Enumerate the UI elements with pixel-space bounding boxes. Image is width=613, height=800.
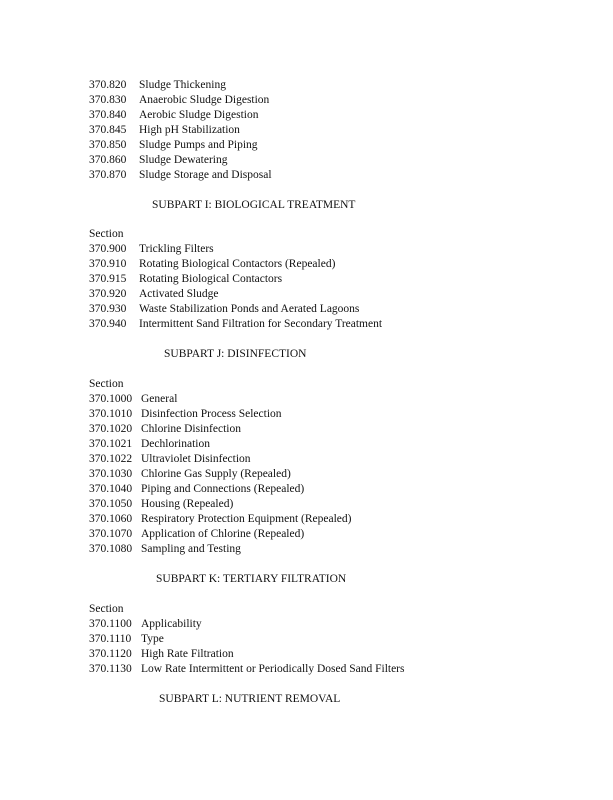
section-number: 370.840 <box>89 109 127 121</box>
section-number: 370.1050 <box>89 498 133 510</box>
section-entry <box>89 78 226 93</box>
section-title: Activated Sludge <box>139 288 219 300</box>
subpart-l-heading: SUBPART L: NUTRIENT REMOVAL <box>159 693 341 705</box>
section-entry <box>89 452 251 467</box>
subpart-k-heading: SUBPART K: TERTIARY FILTRATION <box>156 573 347 585</box>
section-number: 370.1022 <box>89 453 133 465</box>
section-title: Aerobic Sludge Digestion <box>139 109 259 121</box>
section-entry <box>89 138 258 153</box>
section-entry <box>89 527 304 542</box>
section-entry <box>89 392 177 407</box>
section-title: Housing (Repealed) <box>141 498 234 510</box>
subpart-i-heading: SUBPART I: BIOLOGICAL TREATMENT <box>152 199 356 211</box>
section-title: Rotating Biological Contactors <box>139 273 283 285</box>
section-number: 370.1080 <box>89 543 133 555</box>
subpart-j-heading: SUBPART J: DISINFECTION <box>164 348 307 360</box>
section-number: 370.1070 <box>89 528 133 540</box>
section-number: 370.860 <box>89 154 127 166</box>
section-title: Sludge Storage and Disposal <box>139 169 272 181</box>
section-entry <box>89 422 241 437</box>
section-entry <box>89 257 335 272</box>
section-title: Chlorine Disinfection <box>141 423 241 435</box>
section-title: High Rate Filtration <box>141 648 234 660</box>
section-number: 370.1060 <box>89 513 133 525</box>
section-title: Application of Chlorine (Repealed) <box>141 528 305 540</box>
section-label: Section <box>89 378 124 390</box>
section-title: Piping and Connections (Repealed) <box>141 483 305 495</box>
section-title: Sludge Pumps and Piping <box>139 139 258 151</box>
section-entry <box>89 302 359 317</box>
section-entry <box>89 272 282 287</box>
section-entry <box>89 108 258 123</box>
section-title: Type <box>141 633 164 645</box>
section-number: 370.850 <box>89 139 127 151</box>
section-title: Sludge Dewatering <box>139 154 228 166</box>
section-number: 370.1010 <box>89 408 133 420</box>
section-entry <box>89 662 405 677</box>
section-number: 370.1100 <box>89 618 132 630</box>
section-entry <box>89 482 304 497</box>
section-title: General <box>141 393 178 405</box>
section-label: Section <box>89 603 124 615</box>
section-number: 370.1130 <box>89 663 132 675</box>
section-entry <box>89 512 351 527</box>
section-entry <box>89 242 214 257</box>
section-number: 370.900 <box>89 243 127 255</box>
section-number: 370.1030 <box>89 468 133 480</box>
section-entry <box>89 467 291 482</box>
section-title: Low Rate Intermittent or Periodically Dosed Sand Filters <box>141 663 405 675</box>
section-entry <box>89 497 233 512</box>
section-title: Rotating Biological Contactors (Repealed) <box>139 258 336 270</box>
section-number: 370.1000 <box>89 393 133 405</box>
section-number: 370.1021 <box>89 438 133 450</box>
section-title: Ultraviolet Disinfection <box>141 453 251 465</box>
section-entry <box>89 93 269 108</box>
section-entry <box>89 617 202 632</box>
section-number: 370.845 <box>89 124 127 136</box>
section-number: 370.1120 <box>89 648 132 660</box>
section-entry <box>89 632 164 647</box>
section-title: Anaerobic Sludge Digestion <box>139 94 270 106</box>
section-entry <box>89 542 241 557</box>
section-number: 370.820 <box>89 79 127 91</box>
section-title: Trickling Filters <box>139 243 214 255</box>
section-entry <box>89 168 272 183</box>
section-label: Section <box>89 228 124 240</box>
section-title: Applicability <box>141 618 202 630</box>
section-entry <box>89 123 240 138</box>
section-title: Chlorine Gas Supply (Repealed) <box>141 468 291 480</box>
section-number: 370.930 <box>89 303 127 315</box>
section-title: Sampling and Testing <box>141 543 241 555</box>
section-title: High pH Stabilization <box>139 124 240 136</box>
section-title: Waste Stabilization Ponds and Aerated Lagoons <box>139 303 360 315</box>
section-number: 370.1110 <box>89 633 132 645</box>
section-title: Disinfection Process Selection <box>141 408 282 420</box>
section-number: 370.915 <box>89 273 127 285</box>
section-entry <box>89 647 234 662</box>
section-title: Respiratory Protection Equipment (Repealed) <box>141 513 352 525</box>
section-number: 370.830 <box>89 94 127 106</box>
section-title: Sludge Thickening <box>139 79 226 91</box>
section-entry <box>89 317 382 332</box>
section-number: 370.1020 <box>89 423 133 435</box>
section-entry <box>89 287 219 302</box>
section-entry <box>89 153 227 168</box>
section-number: 370.870 <box>89 169 127 181</box>
section-number: 370.1040 <box>89 483 133 495</box>
section-number: 370.920 <box>89 288 127 300</box>
section-title: Intermittent Sand Filtration for Secondary Treatment <box>139 318 383 330</box>
section-entry <box>89 437 210 452</box>
section-number: 370.910 <box>89 258 127 270</box>
section-title: Dechlorination <box>141 438 210 450</box>
section-number: 370.940 <box>89 318 127 330</box>
section-entry <box>89 407 282 422</box>
